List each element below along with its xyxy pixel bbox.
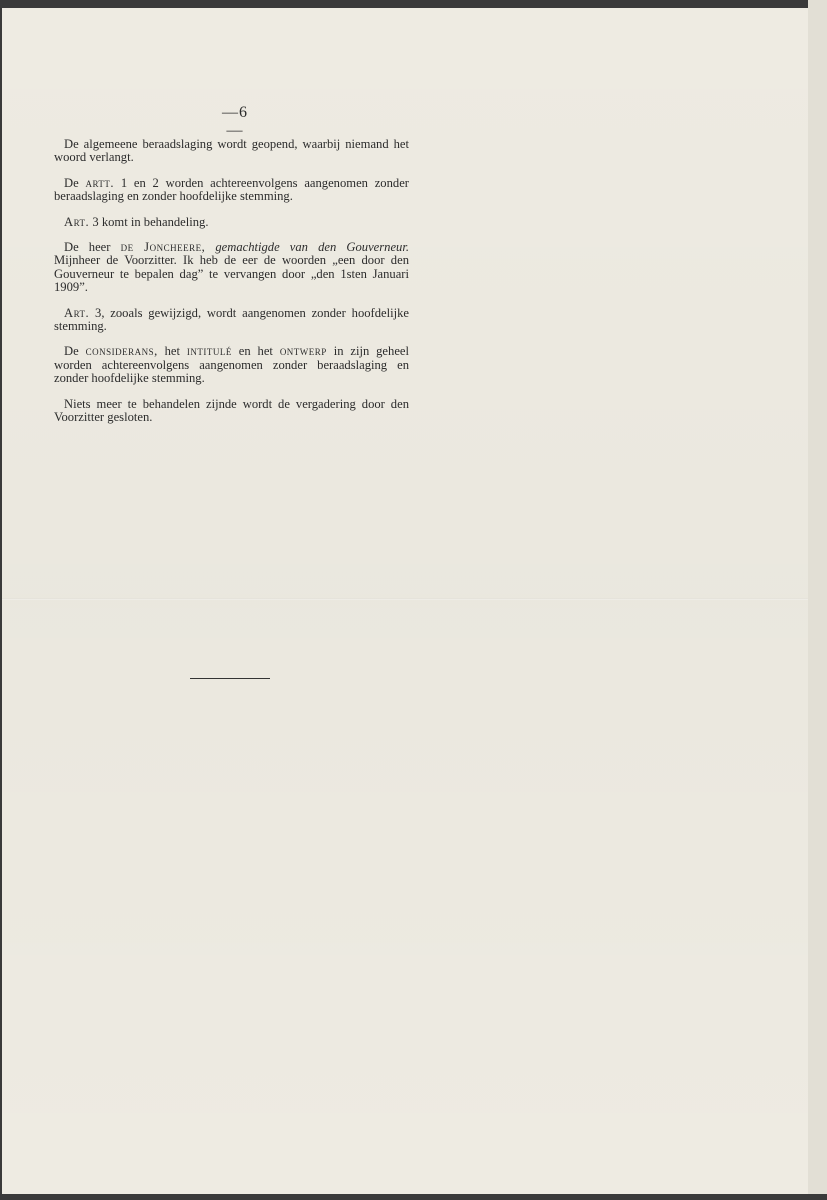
small-caps-term: considerans, [85,344,158,359]
text-segment: De [64,344,86,359]
page-number: —6— [222,104,248,139]
text-segment: Mijnheer de Voorzitter. Ik heb de eer de woorden „een door den Gouverneur te bepalen dag” te vervangen door „den 1sten Januari 1909”. [54,253,409,295]
small-caps-term: Art. [64,305,90,320]
paragraph-artt-1-2 [54,177,409,204]
paragraph-art-3-amended [54,307,409,334]
text-segment: 3 komt in behandeling. [89,214,209,229]
text-segment: 1 en 2 worden achtereenvolgens aangenomen zonder beraadslaging en zonder hoofdelijke stemming. [54,175,409,204]
paragraph-closing [54,398,409,425]
paragraph-text: De algemeene beraadslaging wordt geopend, waarbij niemand het woord verlangt. [54,137,409,165]
small-caps-term: ontwerp [279,344,327,359]
document-body [54,138,409,437]
paragraph-opening [54,138,409,165]
text-segment: De [64,175,86,190]
speaker-role: gemachtigde van den Gouverneur. [205,240,409,255]
paragraph-speech [54,241,409,295]
small-caps-term: artt. [85,175,115,190]
paragraph-art-3 [54,216,409,229]
small-caps-term: intitulé [186,344,232,359]
small-caps-term: Art. [64,214,90,229]
text-segment: en het [231,344,280,359]
text-segment: in zijn geheel worden achtereenvolgens aangenomen zonder beraadslaging en zonder hoofdelijke stemming. [54,344,409,386]
paragraph-considerans [54,345,409,385]
paragraph-text: Niets meer te behandelen zijnde wordt de vergadering door den Voorzitter gesloten. [54,396,409,425]
page-fold-line [2,598,808,600]
text-segment: De heer [64,240,121,255]
end-rule [190,678,270,679]
page-edge [808,0,827,1194]
speaker-name: de Joncheere, [120,240,206,255]
text-segment: 3, zooals gewijzigd, wordt aangenomen zonder hoofdelijke stemming. [54,305,409,334]
text-segment: het [157,344,187,359]
